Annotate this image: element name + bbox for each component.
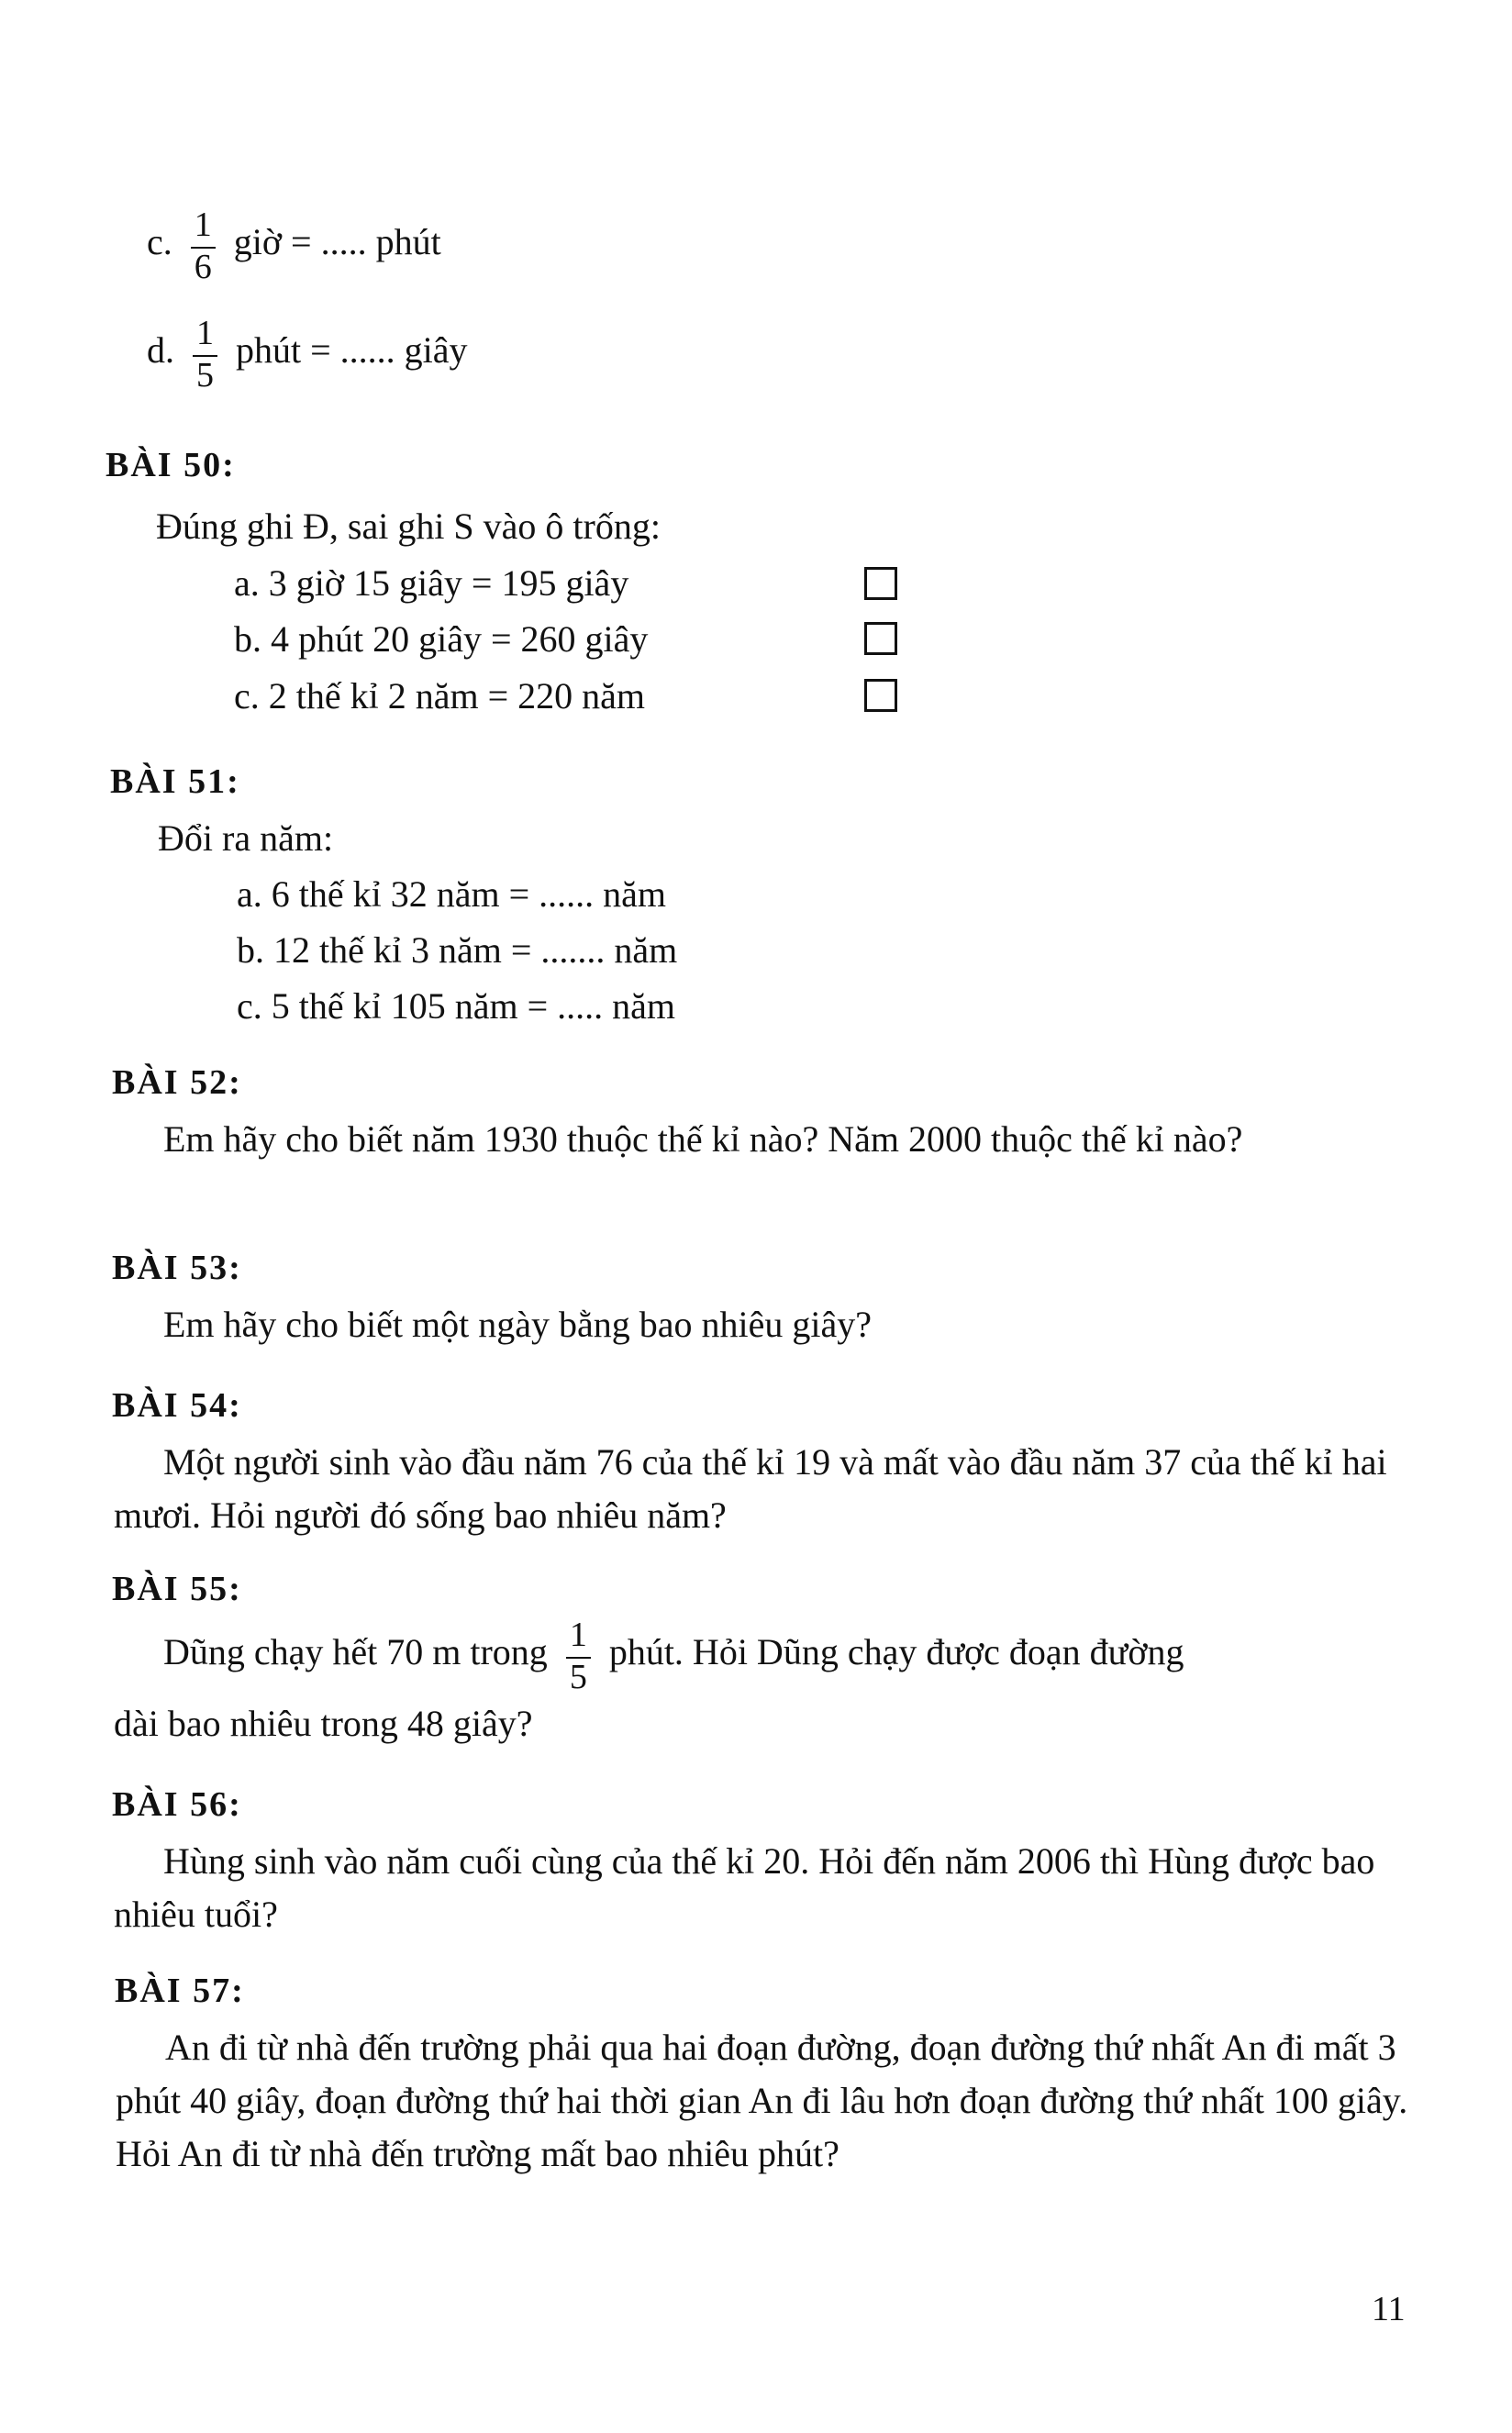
fraction-numerator: 1 bbox=[569, 1616, 587, 1654]
fraction-denominator: 6 bbox=[194, 248, 212, 286]
answer-checkbox-b[interactable] bbox=[864, 622, 897, 655]
item-label: c. bbox=[147, 221, 172, 263]
exercise-56-text: Hùng sinh vào năm cuối cùng của thế kỉ 20. Hỏi đến năm 2006 thì Hùng được bao nhiêu tuổi? bbox=[114, 1840, 1375, 1935]
exercise-54-text: Một người sinh vào đầu năm 76 của thế kỉ 19 và mất vào đầu năm 37 của thế kỉ hai mươi. Hỏi người đó sống bao nhiêu năm? bbox=[114, 1441, 1387, 1536]
exercise-51-item-a: a. 6 thế kỉ 32 năm = ...... năm bbox=[237, 873, 667, 915]
exercise-57-text: An đi từ nhà đến trường phải qua hai đoạn đường, đoạn đường thứ nhất An đi mất 3 phút 40 giây, đoạn đường thứ hai thời gian An đi lâu hơn đoạn đường thứ nhất 100 giây. Hỏi An đi từ nhà đến trường mất bao nhiêu phút? bbox=[116, 2027, 1408, 2174]
exercise-51-title: BÀI 51: bbox=[110, 762, 240, 801]
fraction-numerator: 1 bbox=[194, 206, 212, 244]
item-text: giờ = ..... phút bbox=[233, 221, 441, 263]
exercise-52-text: Em hãy cho biết năm 1930 thuộc thế kỉ nào? Năm 2000 thuộc thế kỉ nào? bbox=[163, 1118, 1243, 1160]
exercise-51-item-c: c. 5 thế kỉ 105 năm = ..... năm bbox=[237, 985, 676, 1027]
exercise-50-instruction: Đúng ghi Đ, sai ghi S vào ô trống: bbox=[156, 505, 661, 547]
exercise-52-title: BÀI 52: bbox=[112, 1063, 242, 1102]
exercise-55-line-1 bbox=[163, 1616, 1184, 1695]
exercise-50-item-c: c. 2 thế kỉ 2 năm = 220 năm bbox=[234, 675, 646, 717]
exercise-55-title: BÀI 55: bbox=[112, 1570, 242, 1608]
exercise-56-title: BÀI 56: bbox=[112, 1785, 242, 1824]
item-c-fraction bbox=[147, 206, 441, 285]
exercise-51-item-b: b. 12 thế kỉ 3 năm = ....... năm bbox=[237, 929, 678, 971]
exercise-50-item-a: a. 3 giờ 15 giây = 195 giây bbox=[234, 562, 629, 604]
fraction bbox=[189, 206, 217, 285]
exercise-55-line-2: dài bao nhiêu trong 48 giây? bbox=[114, 1703, 533, 1744]
exercise-50-item-b: b. 4 phút 20 giây = 260 giây bbox=[234, 618, 649, 660]
exercise-53-title: BÀI 53: bbox=[112, 1249, 242, 1287]
exercise-50-title: BÀI 50: bbox=[106, 446, 236, 484]
item-label: d. bbox=[147, 329, 174, 372]
exercise-57-title: BÀI 57: bbox=[115, 1972, 245, 2010]
exercise-54-title: BÀI 54: bbox=[112, 1386, 242, 1425]
answer-checkbox-a[interactable] bbox=[864, 567, 897, 600]
fraction bbox=[191, 315, 219, 394]
fraction-numerator: 1 bbox=[196, 314, 214, 352]
page-number: 11 bbox=[1372, 2290, 1406, 2328]
fraction-denominator: 5 bbox=[569, 1658, 587, 1696]
fraction-denominator: 5 bbox=[196, 356, 214, 394]
exercise-51-instruction: Đổi ra năm: bbox=[158, 817, 334, 859]
fraction bbox=[564, 1616, 593, 1695]
text-fragment: phút. Hỏi Dũng chạy được đoạn đường bbox=[608, 1631, 1184, 1673]
exercise-53-text: Em hãy cho biết một ngày bằng bao nhiêu giây? bbox=[163, 1304, 873, 1345]
item-d-fraction bbox=[147, 315, 468, 394]
item-text: phút = ...... giây bbox=[236, 329, 468, 372]
answer-checkbox-c[interactable] bbox=[864, 679, 897, 712]
text-fragment: Dũng chạy hết 70 m trong bbox=[163, 1631, 548, 1673]
